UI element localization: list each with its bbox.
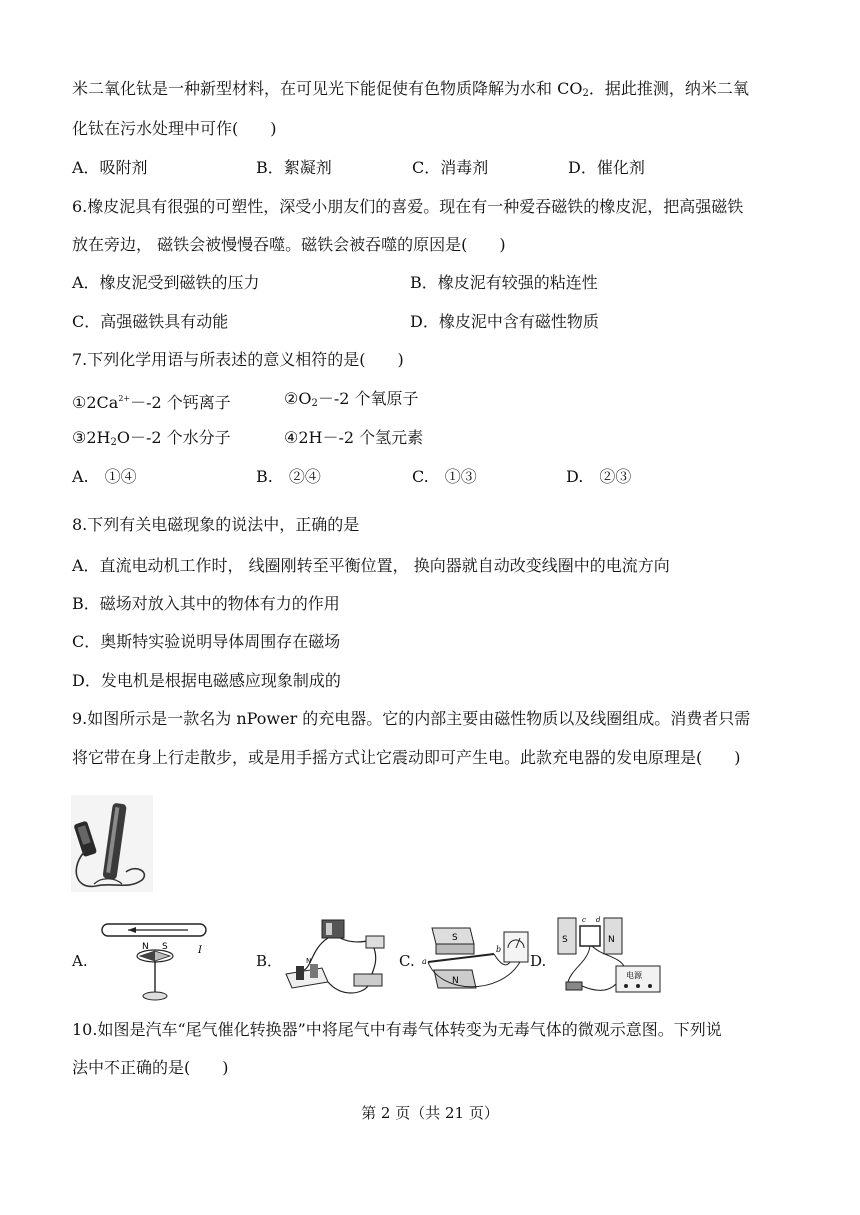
q8-option-d: D．发电机是根据电磁感应现象制成的 (72, 671, 341, 690)
q6-option-d: D．橡皮泥中含有磁性物质 (410, 312, 599, 331)
figure-c-b: b (496, 945, 502, 954)
q9-line-1: 9.如图所示是一款名为 nPower 的充电器。它的内部主要由磁性物质以及线圈组成。消费者只需 (72, 709, 751, 728)
q9-label-a: A. (72, 952, 88, 970)
q7-item-1-sup: 2+ (118, 394, 131, 403)
q7-option-c: C. ①③ (412, 467, 477, 486)
q7-option-b: B. ②④ (256, 467, 321, 486)
q7-item-2-sub: 2 (311, 398, 318, 409)
q6-line-2: 放在旁边， 磁铁会被慢慢吞噬。磁铁会被吞噬的原因是( ) (72, 235, 506, 254)
svg-text:N: N (306, 957, 312, 965)
figure-c-n: N (452, 976, 459, 986)
q5-text-a: 米二氧化钛是一种新型材料，在可见光下能促使有色物质降解为水和 CO (72, 79, 583, 98)
q7-option-d: D. ②③ (566, 467, 632, 486)
q5-option-d: D．催化剂 (568, 158, 645, 177)
q7-item-3-a: ③2H (72, 428, 111, 447)
q5-option-c: C．消毒剂 (412, 158, 489, 177)
figure-d-motor-supply (552, 912, 667, 1002)
q5-subscript: 2 (582, 88, 589, 99)
q8-option-a: A．直流电动机工作时， 线圈刚转至平衡位置， 换向器就自动改变线圈中的电流方向 (72, 556, 670, 575)
q8-stem: 8.下列有关电磁现象的说法中，正确的是 (72, 515, 360, 534)
figure-d-d: d (596, 916, 601, 924)
q7-item-1-a: ①2Ca (72, 393, 119, 412)
q9-label-d: D. (530, 952, 547, 970)
q7-item-2-a: ②O (284, 389, 312, 408)
q5-line-1 (72, 78, 749, 105)
q6-option-a: A．橡皮泥受到磁铁的压力 (72, 273, 260, 292)
q7-item-2 (284, 388, 419, 415)
npower-charger-figure (70, 794, 155, 894)
figure-a-oersted (98, 918, 213, 1006)
figure-d-n: N (608, 935, 615, 945)
figure-a-current: I (198, 945, 202, 956)
q7-item-3 (72, 427, 231, 454)
q10-line-1: 10.如图是汽车“尾气催化转换器”中将尾气中有毒气体转变为无毒气体的微观示意图。下列说 (72, 1020, 722, 1039)
q6-option-b: B．橡皮泥有较强的粘连性 (410, 273, 598, 292)
figure-d-c: c (582, 916, 586, 924)
figure-a-n: N (142, 942, 149, 952)
page-footer: 第 2 页（共 21 页） (361, 1104, 499, 1122)
q9-label-c: C. (399, 952, 415, 970)
q6-line-1: 6.橡皮泥具有很强的可塑性，深受小朋友们的喜爱。现在有一种爱吞磁铁的橡皮泥，把高强磁铁 (72, 197, 744, 216)
q6-option-c: C．高强磁铁具有动能 (72, 312, 229, 331)
q9-label-b: B． (256, 952, 283, 970)
q5-option-a: A．吸附剂 (72, 158, 148, 177)
figure-c-induction (420, 918, 532, 1000)
figure-a-s: S (162, 942, 168, 952)
figure-c-a: a (422, 957, 427, 966)
q7-item-3-b: O－-2 个水分子 (116, 428, 231, 447)
q8-option-c: C．奥斯特实验说明导体周围存在磁场 (72, 632, 341, 651)
q8-option-b: B．磁场对放入其中的物体有力的作用 (72, 594, 340, 613)
q7-item-3-sub: 2 (110, 437, 117, 448)
q7-item-1-b: －-2 个钙离子 (130, 393, 231, 412)
figure-c-s: S (452, 933, 458, 943)
q7-item-2-b: －-2 个氧原子 (317, 389, 419, 408)
figure-b-motor (282, 918, 392, 1000)
q10-line-2: 法中不正确的是( ) (72, 1058, 229, 1077)
q7-stem: 7.下列化学用语与所表述的意义相符的是( ) (72, 350, 404, 369)
q7-item-1 (72, 388, 231, 414)
q9-line-2: 将它带在身上行走散步，或是用手摇方式让它震动即可产生电。此款充电器的发电原理是( ) (72, 748, 741, 767)
q5-option-b: B．絮凝剂 (256, 158, 332, 177)
figure-d-s: S (562, 935, 568, 945)
q5-line-2: 化钛在污水处理中可作( ) (72, 119, 277, 138)
q7-option-a: A. ①④ (72, 467, 137, 486)
q5-text-b: ．据此推测，纳米二氧 (588, 79, 749, 98)
q7-item-4: ④2H－-2 个氢元素 (284, 428, 424, 447)
figure-d-power-label: 电源 (626, 971, 642, 980)
